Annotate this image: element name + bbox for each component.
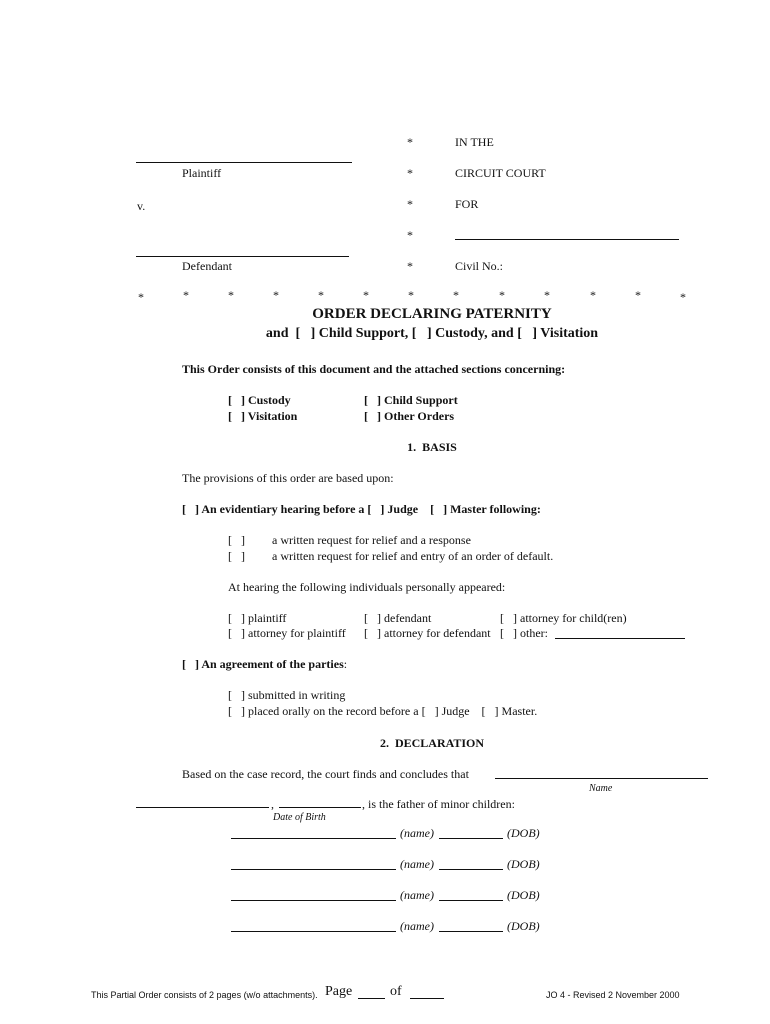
versus-label: v. bbox=[137, 199, 146, 213]
other-appeared-line[interactable] bbox=[555, 638, 685, 639]
father-extra-line[interactable] bbox=[136, 807, 269, 808]
divider-star: * bbox=[590, 288, 596, 302]
caption-star-4: * bbox=[407, 228, 413, 242]
other-orders-checkbox[interactable]: [ ] Other Orders bbox=[364, 409, 455, 423]
submitted-writing-checkbox[interactable]: [ ] submitted in writing bbox=[228, 688, 346, 702]
circuit-court-label: CIRCUIT COURT bbox=[455, 166, 546, 180]
visitation-checkbox[interactable]: [ ] Visitation bbox=[228, 409, 298, 423]
defendant-label: Defendant bbox=[182, 259, 232, 273]
child-dob-label: (DOB) bbox=[507, 857, 540, 871]
child-name-line[interactable] bbox=[231, 900, 396, 901]
declaration-heading: 2. DECLARATION bbox=[379, 736, 485, 750]
appeared-text: At hearing the following individuals personally appeared: bbox=[228, 580, 506, 594]
caption-in-the: IN THE bbox=[455, 135, 494, 149]
divider-star: * bbox=[544, 288, 550, 302]
caption-star-1: * bbox=[407, 135, 413, 149]
basis-intro: The provisions of this order are based upon: bbox=[182, 471, 394, 485]
child-name-label: (name) bbox=[400, 888, 434, 902]
defendant-appeared-checkbox[interactable]: [ ] defendant bbox=[364, 611, 432, 625]
child-dob-label: (DOB) bbox=[507, 888, 540, 902]
basis-heading: 1. BASIS bbox=[407, 440, 457, 454]
child-dob-line[interactable] bbox=[439, 838, 503, 839]
dob-caption: Date of Birth bbox=[273, 812, 326, 823]
agreement-option[interactable] bbox=[182, 657, 347, 672]
attorney-child-checkbox[interactable]: [ ] attorney for child(ren) bbox=[500, 611, 627, 625]
divider-star: * bbox=[228, 288, 234, 302]
default-option-text: a written request for relief and entry of an order of default. bbox=[272, 549, 554, 563]
divider-star: * bbox=[273, 288, 279, 302]
divider-star: * bbox=[138, 290, 144, 304]
partial-order-note: This Partial Order consists of 2 pages (w/o attachments). bbox=[91, 990, 318, 1000]
caption-star-2: * bbox=[407, 166, 413, 180]
evidentiary-hearing-option[interactable]: [ ] An evidentiary hearing before a [ ] Judge [ ] Master following: bbox=[182, 502, 541, 516]
placed-orally-checkbox[interactable]: [ ] placed orally on the record before a [ ] Judge [ ] Master. bbox=[228, 704, 538, 718]
child-name-line[interactable] bbox=[231, 838, 396, 839]
revision-note: JO 4 - Revised 2 November 2000 bbox=[546, 990, 680, 1000]
child-dob-label: (DOB) bbox=[507, 919, 540, 933]
page-number-line[interactable] bbox=[358, 998, 385, 999]
child-name-line[interactable] bbox=[231, 869, 396, 870]
county-line[interactable] bbox=[455, 239, 679, 240]
child-name-label: (name) bbox=[400, 826, 434, 840]
custody-checkbox[interactable]: [ ] Custody bbox=[228, 393, 291, 407]
defendant-line[interactable] bbox=[136, 256, 349, 257]
response-checkbox[interactable]: [ ] bbox=[228, 533, 245, 547]
page-label: Page bbox=[325, 984, 353, 999]
divider-star: * bbox=[635, 288, 641, 302]
child-name-label: (name) bbox=[400, 919, 434, 933]
child-dob-line[interactable] bbox=[439, 931, 503, 932]
child-name-line[interactable] bbox=[231, 931, 396, 932]
attorney-plaintiff-checkbox[interactable]: [ ] attorney for plaintiff bbox=[228, 626, 346, 640]
agreement-colon: : bbox=[343, 657, 348, 671]
consists-text: This Order consists of this document and the attached sections concerning: bbox=[182, 362, 566, 376]
other-appeared-checkbox[interactable]: [ ] other: bbox=[500, 626, 548, 640]
plaintiff-appeared-checkbox[interactable]: [ ] plaintiff bbox=[228, 611, 287, 625]
child-support-checkbox[interactable]: [ ] Child Support bbox=[364, 393, 458, 407]
divider-star: * bbox=[408, 288, 414, 302]
divider-star: * bbox=[363, 288, 369, 302]
attorney-defendant-checkbox[interactable]: [ ] attorney for defendant bbox=[364, 626, 491, 640]
of-label: of bbox=[390, 984, 402, 999]
agreement-label: [ ] An agreement of the parties bbox=[182, 657, 344, 671]
declaration-text: Based on the case record, the court finds and concludes that bbox=[182, 767, 469, 781]
father-dob-line[interactable] bbox=[279, 807, 361, 808]
divider-star: * bbox=[453, 288, 459, 302]
child-dob-label: (DOB) bbox=[507, 826, 540, 840]
caption-star-5: * bbox=[407, 259, 413, 273]
comma: , bbox=[271, 797, 274, 811]
child-name-label: (name) bbox=[400, 857, 434, 871]
divider-star: * bbox=[183, 288, 189, 302]
divider-star: * bbox=[680, 290, 686, 304]
divider-star: * bbox=[318, 288, 324, 302]
name-caption: Name bbox=[589, 783, 613, 794]
document-title: ORDER DECLARING PATERNITY bbox=[312, 306, 552, 322]
page-total-line[interactable] bbox=[410, 998, 444, 999]
document-subtitle: and [ ] Child Support, [ ] Custody, and [ ] Visitation bbox=[265, 326, 599, 341]
for-label: FOR bbox=[455, 197, 479, 211]
child-dob-line[interactable] bbox=[439, 900, 503, 901]
default-checkbox[interactable]: [ ] bbox=[228, 549, 245, 563]
response-option-text: a written request for relief and a response bbox=[272, 533, 471, 547]
father-name-line[interactable] bbox=[495, 778, 708, 779]
plaintiff-label: Plaintiff bbox=[182, 166, 222, 180]
child-dob-line[interactable] bbox=[439, 869, 503, 870]
caption-star-3: * bbox=[407, 197, 413, 211]
father-of-text: , is the father of minor children: bbox=[362, 797, 515, 811]
plaintiff-line[interactable] bbox=[136, 162, 352, 163]
civil-no-label: Civil No.: bbox=[455, 259, 504, 273]
divider-star: * bbox=[499, 288, 505, 302]
